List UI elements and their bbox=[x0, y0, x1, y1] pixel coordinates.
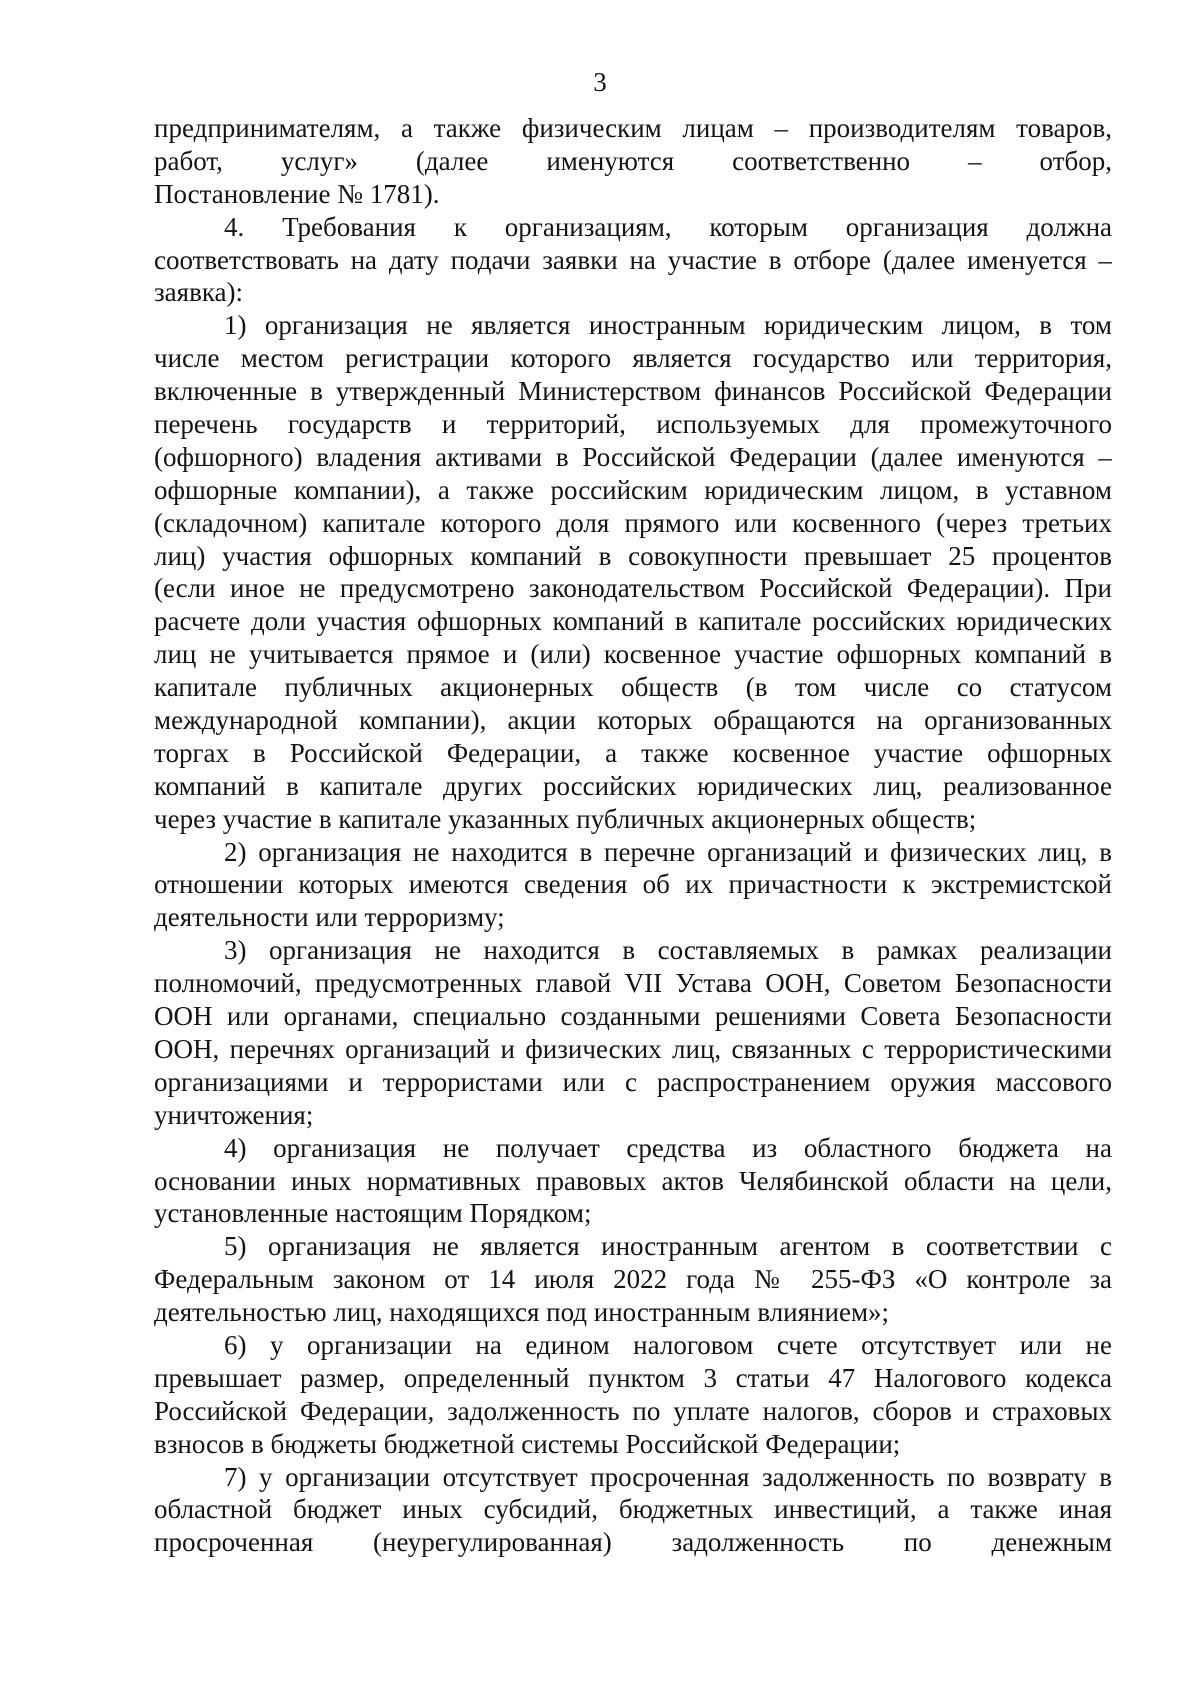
text-line: деятельностью лиц, находящихся под иностранным влиянием»; bbox=[154, 1297, 890, 1328]
text-line: 4. Требования к организациям, которым организация должна bbox=[224, 211, 1112, 242]
text-line: ООН, перечнях организаций и физических лиц, связанных с террористическими bbox=[154, 1033, 1112, 1064]
text-line: офшорные компании), а также российским юридическим лицом, в уставном bbox=[154, 474, 1112, 505]
text-line: лиц не учитывается прямое и (или) косвенное участие офшорных компаний в bbox=[154, 639, 1112, 670]
text-line: Федеральным законом от 14 июля 2022 года № 255-ФЗ «О контроле за bbox=[154, 1264, 1112, 1295]
text-line: основании иных нормативных правовых актов Челябинской области на цели, bbox=[154, 1165, 1112, 1196]
text-line: уничтожения; bbox=[154, 1099, 314, 1130]
text-line: капитале публичных акционерных обществ (в том числе со статусом bbox=[154, 672, 1112, 703]
text-line: работ, услуг» (далее именуются соответственно – отбор, bbox=[154, 145, 1112, 176]
text-line: 5) организация не является иностранным агентом в соответствии с bbox=[224, 1231, 1112, 1262]
text-line: торгах в Российской Федерации, а также косвенное участие офшорных bbox=[154, 737, 1112, 768]
text-line: числе местом регистрации которого является государство или территория, bbox=[154, 343, 1112, 374]
text-line: просроченная (неурегулированная) задолженность по денежным bbox=[154, 1527, 1112, 1558]
page-number: 3 bbox=[593, 67, 607, 97]
text-line: расчете доли участия офшорных компаний в капитале российских юридических bbox=[154, 606, 1112, 637]
document-body bbox=[154, 112, 1112, 1559]
text-line: взносов в бюджеты бюджетной системы Российской Федерации; bbox=[154, 1428, 901, 1459]
text-line: компаний в капитале других российских юридических лиц, реализованное bbox=[154, 770, 1112, 801]
text-line: отношении которых имеются сведения об их причастности к экстремистской bbox=[154, 869, 1112, 900]
text-line: (офшорного) владения активами в Российской Федерации (далее именуются – bbox=[154, 441, 1112, 472]
text-line: заявка): bbox=[154, 277, 244, 308]
text-line: (складочном) капитале которого доля прямого или косвенного (через третьих bbox=[154, 507, 1112, 538]
text-line: установленные настоящим Порядком; bbox=[154, 1198, 592, 1229]
text-line: соответствовать на дату подачи заявки на участие в отборе (далее именуется – bbox=[154, 244, 1112, 275]
text-line: областной бюджет иных субсидий, бюджетных инвестиций, а также иная bbox=[154, 1494, 1112, 1525]
text-line: перечень государств и территорий, используемых для промежуточного bbox=[154, 409, 1112, 440]
text-line: превышает размер, определенный пунктом 3 статьи 47 Налогового кодекса bbox=[154, 1362, 1112, 1393]
text-line: включенные в утвержденный Министерством финансов Российской Федерации bbox=[154, 376, 1112, 407]
text-line: организациями и террористами или с распространением оружия массового bbox=[154, 1066, 1112, 1097]
text-line: ООН или органами, специально созданными решениями Совета Безопасности bbox=[154, 1001, 1112, 1032]
text-line: 2) организация не находится в перечне организаций и физических лиц, в bbox=[224, 836, 1112, 867]
text-line: деятельности или терроризму; bbox=[154, 902, 505, 933]
text-line: (если иное не предусмотрено законодательством Российской Федерации). При bbox=[154, 573, 1112, 604]
text-line: предпринимателям, а также физическим лицам – производителям товаров, bbox=[154, 113, 1112, 143]
text-line: Российской Федерации, задолженность по уплате налогов, сборов и страховых bbox=[154, 1395, 1112, 1426]
text-line: 6) у организации на едином налоговом счете отсутствует или не bbox=[224, 1329, 1112, 1360]
text-line: 1) организация не является иностранным юридическим лицом, в том bbox=[224, 310, 1112, 341]
text-line: международной компании), акции которых обращаются на организованных bbox=[154, 705, 1112, 736]
text-line: 4) организация не получает средства из областного бюджета на bbox=[224, 1132, 1112, 1163]
text-line: Постановление № 1781). bbox=[154, 178, 440, 209]
text-line: 3) организация не находится в составляемых в рамках реализации bbox=[224, 935, 1112, 966]
text-line: лиц) участия офшорных компаний в совокупности превышает 25 процентов bbox=[154, 540, 1112, 571]
text-line: 7) у организации отсутствует просроченная задолженность по возврату в bbox=[224, 1461, 1112, 1492]
text-line: через участие в капитале указанных публичных акционерных обществ; bbox=[154, 803, 977, 834]
text-line: полномочий, предусмотренных главой VII Устава ООН, Советом Безопасности bbox=[154, 968, 1112, 999]
